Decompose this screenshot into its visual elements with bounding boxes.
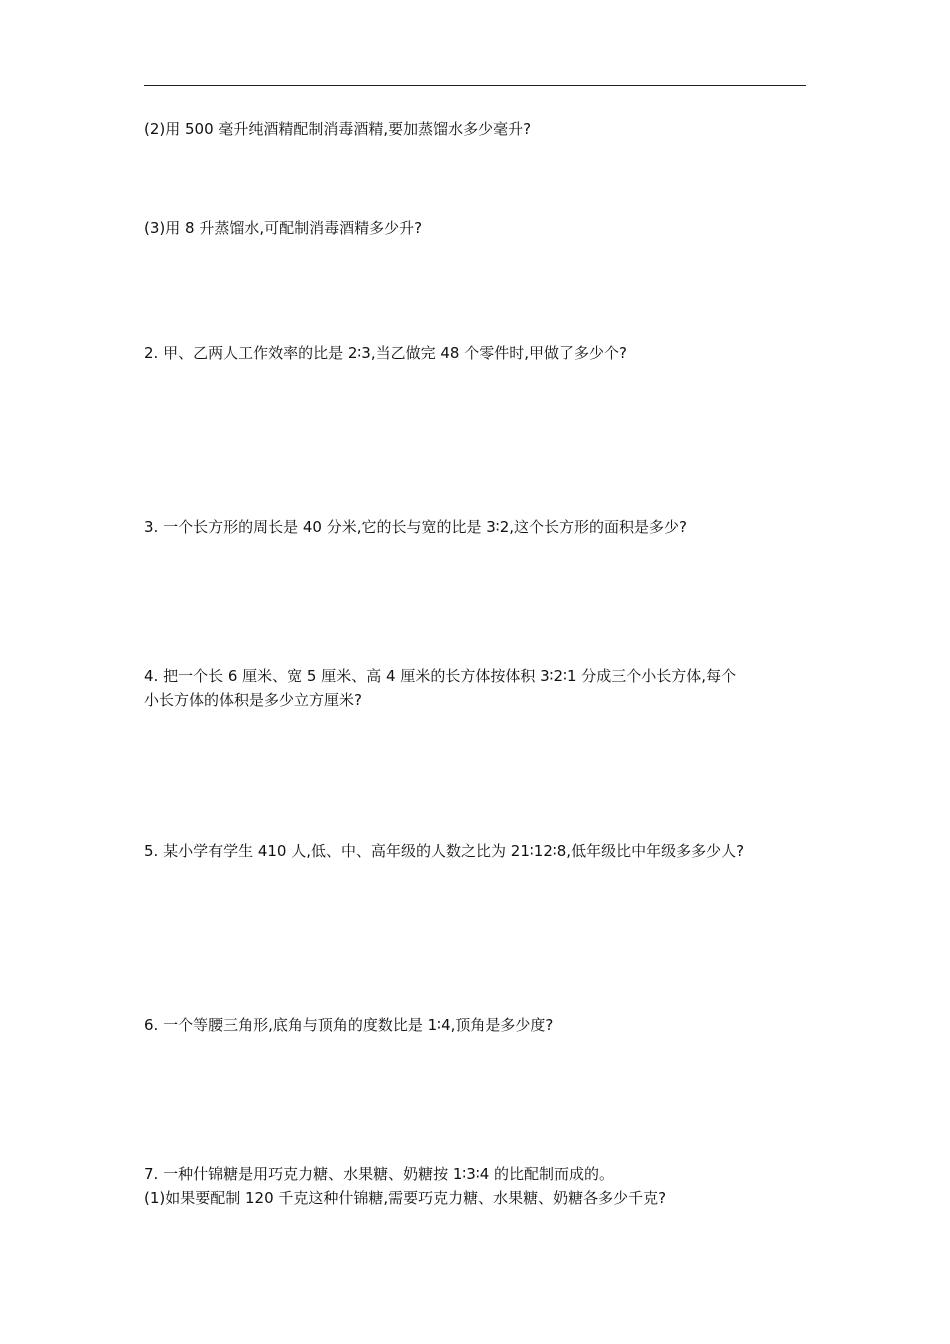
question-6: 6. 一个等腰三角形,底角与顶角的度数比是 1∶4,顶角是多少度? <box>144 1016 554 1034</box>
question-1-part-3: (3)用 8 升蒸馏水,可配制消毒酒精多少升? <box>144 219 423 237</box>
question-4: 4. 把一个长 6 厘米、宽 5 厘米、高 4 厘米的长方体按体积 3∶2∶1 分成三个小长方体,每个 小长方体的体积是多少立方厘米? <box>144 667 737 709</box>
question-3: 3. 一个长方形的周长是 40 分米,它的长与宽的比是 3∶2,这个长方形的面积是多少? <box>144 518 687 536</box>
question-2: 2. 甲、乙两人工作效率的比是 2∶3,当乙做完 48 个零件时,甲做了多少个? <box>144 344 627 362</box>
header-rule <box>144 85 806 86</box>
question-1-part-2: (2)用 500 毫升纯酒精配制消毒酒精,要加蒸馏水多少毫升? <box>144 120 532 138</box>
question-5: 5. 某小学有学生 410 人,低、中、高年级的人数之比为 21∶12∶8,低年级比中年级多多少人? <box>144 842 745 860</box>
question-7: 7. 一种什锦糖是用巧克力糖、水果糖、奶糖按 1∶3∶4 的比配制而成的。 (1)如果要配制 120 千克这种什锦糖,需要巧克力糖、水果糖、奶糖各多少千克? <box>144 1165 667 1207</box>
